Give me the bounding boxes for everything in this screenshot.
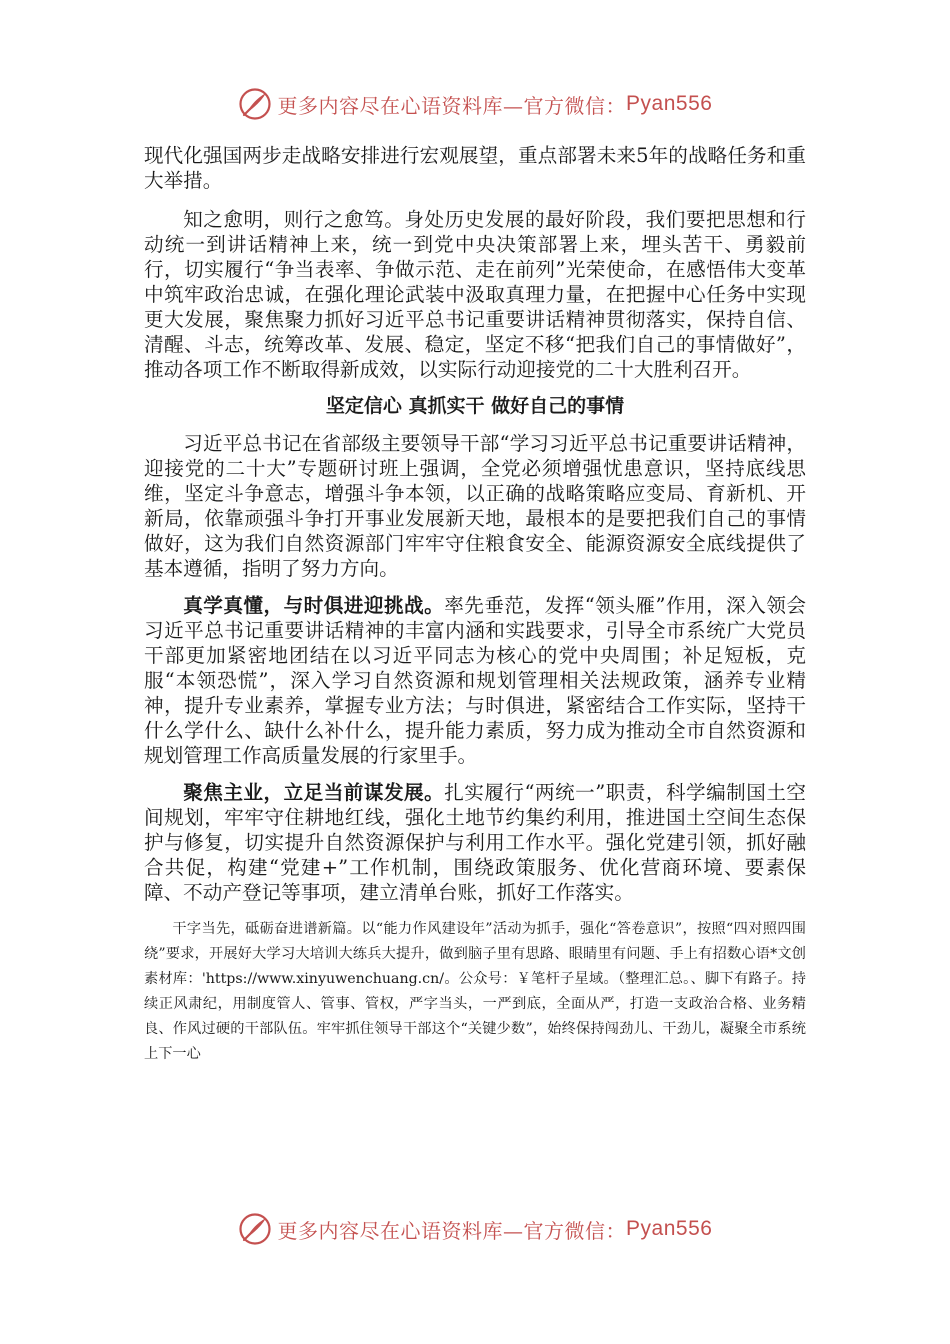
quill-logo-icon [238, 87, 272, 121]
paragraph-true-learning [144, 593, 806, 768]
paragraph-knowledge-action: 知之愈明，则行之愈笃。身处历史发展的最好阶段，我们要把思想和行动统一到讲话精神上来，统一到党中央决策部署上来，埋头苦干、勇毅前行，切实履行“争当表率、争做示范、走在前列”光荣使命，在感悟伟大变革中筑牢政治忠诚，在强化理论武装中汲取真理力量，在把握中心任务中实现更大发展，聚焦聚力抓好习近平总书记重要讲话精神贯彻落实，保持自信、清醒、斗志，统筹改革、发展、稳定，坚定不移“把我们自己的事情做好”，推动各项工作不断取得新成效，以实际行动迎接党的二十大胜利召开。 [144, 208, 806, 381]
document-body [144, 143, 806, 1067]
paragraph-lead: 真学真懂，与时俱进迎挑战。 [183, 594, 445, 617]
banner-wechat-id: Pyan556 [626, 1217, 713, 1240]
paragraph-bottom-line-thinking: 习近平总书记在省部级主要领导干部“学习习近平总书记重要讲话精神，迎接党的二十大”专题研讨班上强调，全党必须增强忧患意识，坚持底线思维，坚定斗争意志，增强斗争本领，以正确的战略策略应变局、育新机、开新局，依靠顽强斗争打开事业发展新天地，最根本的是要把我们自己的事情做好，这为我们自然资源部门牢牢守住粮食安全、能源资源安全底线提供了基本遵循，指明了努力方向。 [144, 432, 806, 580]
paragraph-continued: 现代化强国两步走战略安排进行宏观展望，重点部署未来5年的战略任务和重大举措。 [144, 144, 806, 192]
watermark-banner-top [0, 84, 950, 124]
banner-text: 更多内容尽在心语资料库—官方微信： [277, 93, 627, 118]
paragraph-action-first: 干字当先，砥砺奋进谱新篇。以“能力作风建设年”活动为抓手，强化“答卷意识”，按照“四对照四围绕”要求，开展好大学习大培训大练兵大提升，做到脑子里有思路、眼睛里有问题、手上有招数心语*文创素材库：'https://www.xinyuwenchuang.cn/。公众号：￥笔杆子星域。（整理汇总。、脚下有路子。持续正风肃纪，用制度管人、管事、管权，严字当头，一严到底，全面从严，打造一支政治合格、业务精良、作风过硬的干部队伍。牢牢抓住领导干部这个“关键少数”，始终保持闯劲儿、干劲儿，凝聚全市系统上下一心 [144, 921, 806, 1062]
quill-logo-icon [238, 1212, 272, 1246]
paragraph-lead: 聚焦主业，立足当前谋发展。 [183, 781, 445, 804]
watermark-banner-bottom [0, 1209, 950, 1249]
section-heading: 坚定信心 真抓实干 做好自己的事情 [325, 395, 625, 417]
banner-text: 更多内容尽在心语资料库—官方微信： [277, 1218, 627, 1243]
paragraph-body: 率先垂范，发挥“领头雁”作用，深入领会习近平总书记重要讲话精神的丰富内涵和实践要求，引导全市系统广大党员干部更加紧密地团结在以习近平同志为核心的党中央周围；补足短板，克服“本领恐慌”，深入学习自然资源和规划管理相关法规政策，涵养专业精神，提升专业素养，掌握专业方法；与时俱进，紧密结合工作实际，坚持干什么学什么、缺什么补什么，提升能力素质，努力成为推动全市自然资源和规划管理工作高质量发展的行家里手。 [144, 594, 806, 767]
paragraph-main-business [144, 780, 806, 905]
banner-wechat-id: Pyan556 [626, 92, 713, 115]
paragraph-body: 扎实履行“两统一”职责，科学编制国土空间规划，牢牢守住耕地红线，强化土地节约集约利用，推进国土空间生态保护与修复，切实提升自然资源保护与利用工作水平。强化党建引领，抓好融合共促，构建“党建+”工作机制，围绕政策服务、优化营商环境、要素保障、不动产登记等事项，建立清单台账，抓好工作落实。 [144, 781, 806, 904]
